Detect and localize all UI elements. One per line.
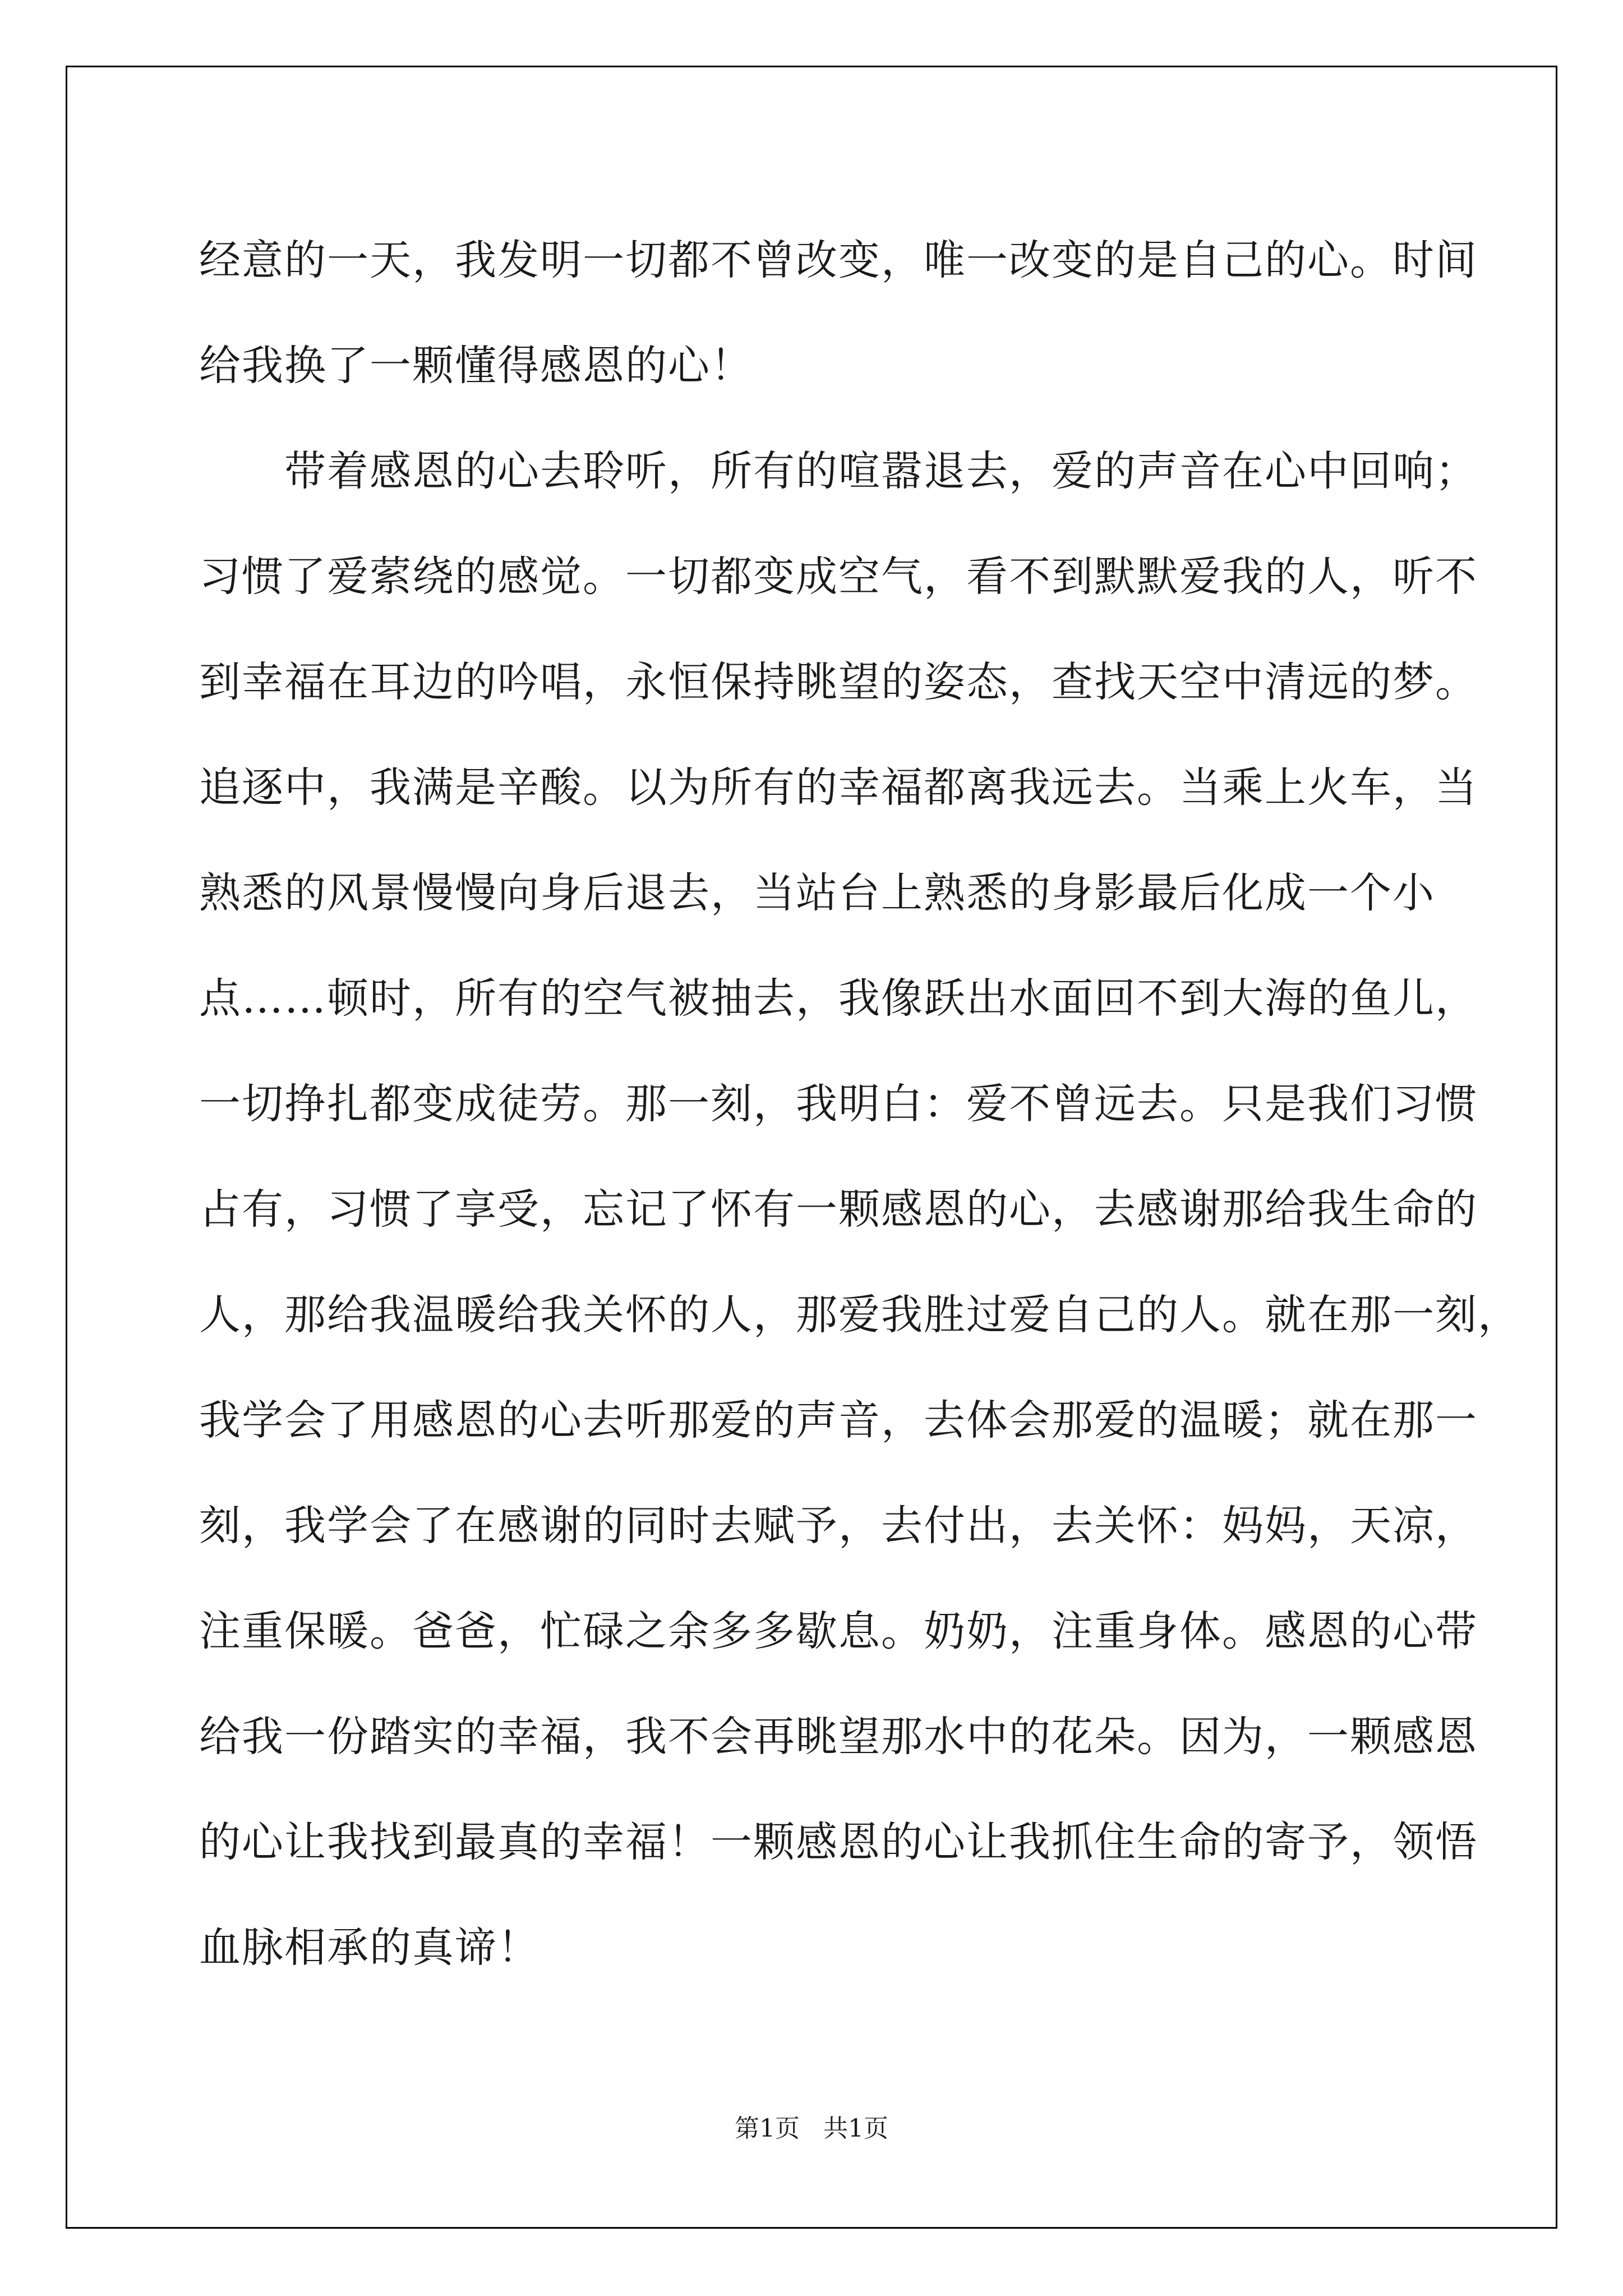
text-line: 一切挣扎都变成徒劳。那一刻，我明白：爱不曾远去。只是我们习惯 bbox=[199, 1080, 1478, 1128]
text-line: 习惯了爱萦绕的感觉。一切都变成空气，看不到默默爱我的人，听不 bbox=[199, 553, 1478, 601]
text-line: 到幸福在耳边的吟唱，永恒保持眺望的姿态，查找天空中清远的梦。 bbox=[199, 658, 1478, 706]
text-line: 占有，习惯了享受，忘记了怀有一颗感恩的心，去感谢那给我生命的 bbox=[199, 1185, 1478, 1234]
text-line: 追逐中，我满是辛酸。以为所有的幸福都离我远去。当乘上火车，当 bbox=[199, 763, 1478, 812]
page-footer bbox=[0, 2112, 1623, 2146]
text-line: 的心让我找到最真的幸福！一颗感恩的心让我抓住生命的寄予，领悟 bbox=[199, 1818, 1478, 1866]
text-line-indented: 带着感恩的心去聆听，所有的喧嚣退去，爱的声音在心中回响； bbox=[284, 447, 1478, 495]
text-line: 熟悉的风景慢慢向身后退去，当站台上熟悉的身影最后化成一个小 bbox=[199, 869, 1435, 917]
text-line: 我学会了用感恩的心去听那爱的声音，去体会那爱的温暖；就在那一 bbox=[199, 1396, 1478, 1444]
text-line: 经意的一天，我发明一切都不曾改变，唯一改变的是自己的心。时间 bbox=[199, 236, 1478, 284]
text-line: 刻，我学会了在感谢的同时去赋予，去付出，去关怀：妈妈，天凉， bbox=[199, 1502, 1478, 1550]
text-line: 给我换了一颗懂得感恩的心！ bbox=[199, 342, 753, 390]
page-number: 第1页 bbox=[735, 2114, 800, 2143]
text-line: 注重保暖。爸爸，忙碌之余多多歇息。奶奶，注重身体。感恩的心带 bbox=[199, 1607, 1478, 1655]
page-total: 共1页 bbox=[823, 2114, 888, 2143]
text-line: 血脉相承的真谛！ bbox=[199, 1924, 540, 1972]
text-line: 点……顿时，所有的空气被抽去，我像跃出水面回不到大海的鱼儿， bbox=[199, 974, 1478, 1023]
text-line: 人，那给我温暖给我关怀的人，那爱我胜过爱自己的人。就在那一刻， bbox=[199, 1291, 1520, 1339]
document-body bbox=[199, 208, 1520, 2000]
text-line: 给我一份踏实的幸福，我不会再眺望那水中的花朵。因为，一颗感恩 bbox=[199, 1713, 1478, 1761]
